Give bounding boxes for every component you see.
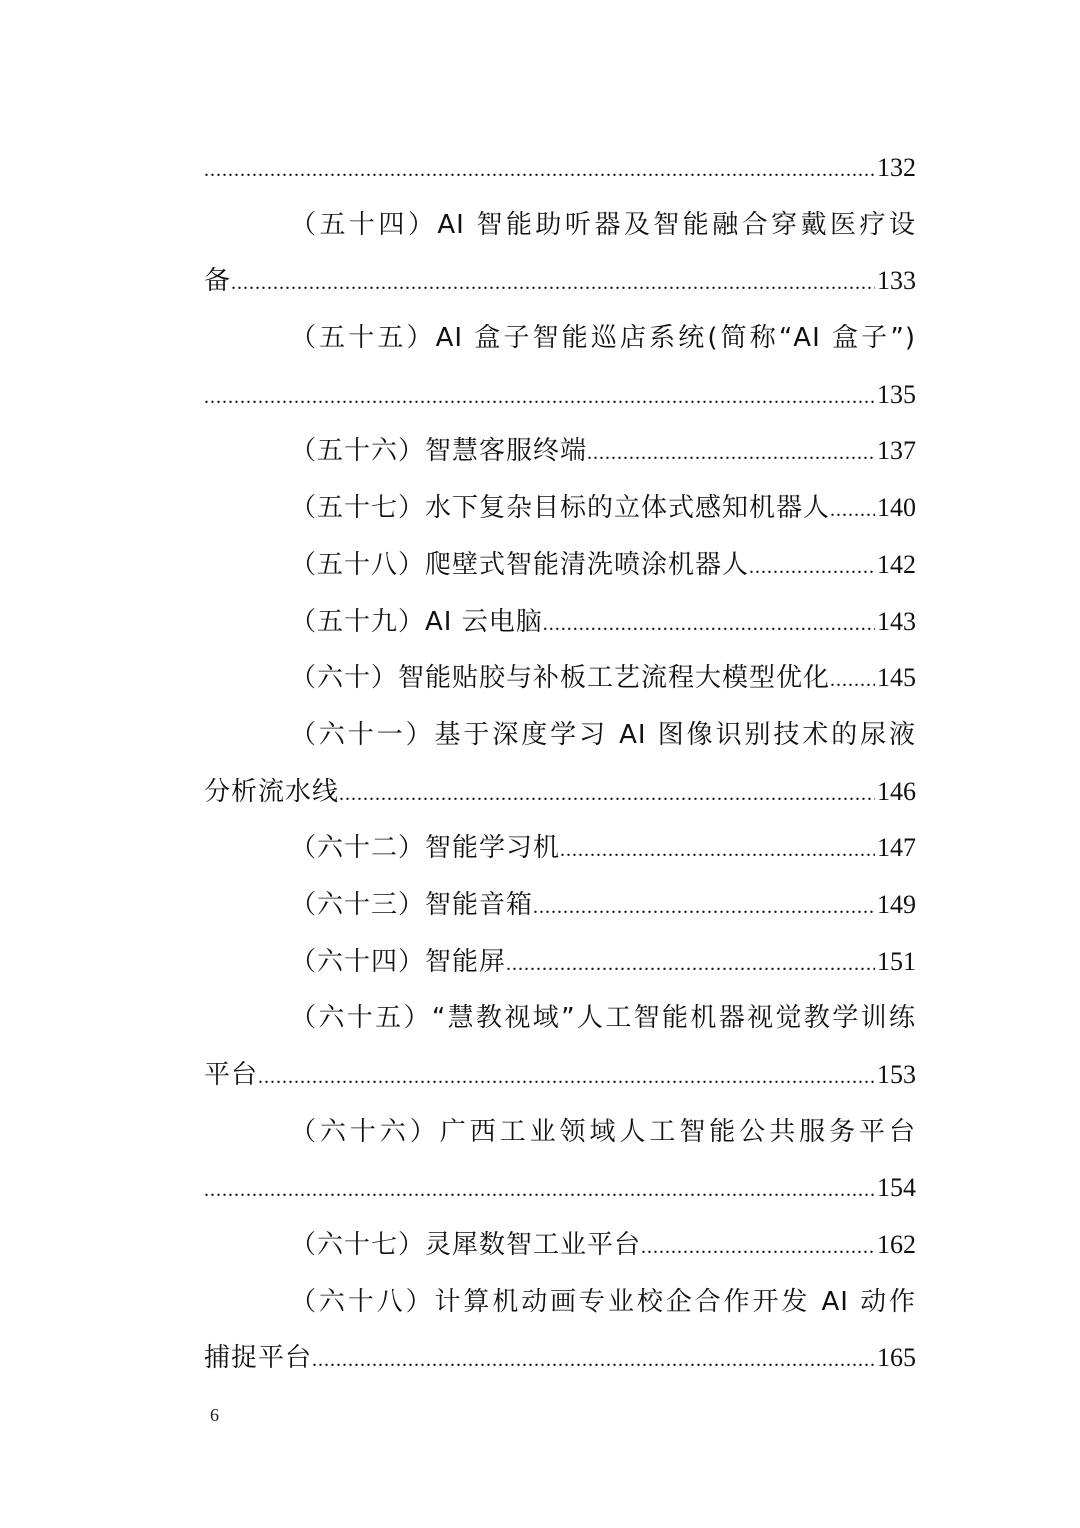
toc-entry-title: （六十八）计算机动画专业校企合作开发 AI 动作 <box>290 1286 916 1317</box>
dot-leader <box>312 1332 875 1389</box>
toc-entry-title: （六十六）广西工业领域人工智能公共服务平台 <box>290 1116 916 1147</box>
toc-line[interactable] <box>204 1274 916 1331</box>
dot-leader <box>339 766 875 823</box>
toc-page-number: 146 <box>877 776 916 806</box>
toc-page-number: 154 <box>877 1173 916 1203</box>
toc-line[interactable] <box>204 1330 916 1387</box>
dot-leader <box>830 482 875 539</box>
toc-page-number: 151 <box>877 946 916 976</box>
toc-entry-title: （六十二）智能学习机 <box>290 833 561 864</box>
toc-line[interactable] <box>204 253 916 310</box>
toc-entry-title: （五十八）爬壁式智能清洗喷涂机器人 <box>290 549 750 580</box>
dot-leader <box>641 1219 875 1276</box>
toc-line[interactable] <box>204 367 916 424</box>
toc-line[interactable] <box>204 1047 916 1104</box>
dot-leader <box>533 879 875 936</box>
toc-page-number: 140 <box>877 493 916 523</box>
page-number: 6 <box>210 1405 219 1425</box>
dot-leader <box>830 652 875 709</box>
toc-line[interactable] <box>204 310 916 367</box>
toc-line[interactable] <box>204 140 916 197</box>
toc-entry-title: （六十七）灵犀数智工业平台 <box>290 1230 642 1261</box>
toc-line[interactable] <box>204 1104 916 1161</box>
toc-page-number: 147 <box>877 833 916 863</box>
toc-entry-title: （五十六）智慧客服终端 <box>290 436 588 467</box>
toc-page-number: 133 <box>877 266 916 296</box>
dot-leader <box>560 822 875 879</box>
dot-leader <box>258 1049 875 1106</box>
dot-leader <box>204 142 875 199</box>
toc-page-number: 145 <box>877 663 916 693</box>
toc-line[interactable] <box>204 707 916 764</box>
toc-line[interactable] <box>204 423 916 480</box>
table-of-contents <box>204 140 916 1387</box>
toc-page-number: 165 <box>877 1343 916 1373</box>
toc-page-number: 142 <box>877 549 916 579</box>
toc-page-number: 135 <box>877 379 916 409</box>
dot-leader <box>543 596 875 653</box>
toc-page-number: 137 <box>877 436 916 466</box>
toc-line[interactable] <box>204 764 916 821</box>
toc-line[interactable] <box>204 1217 916 1274</box>
toc-page-number: 149 <box>877 889 916 919</box>
toc-entry-title: （五十九）AI 云电脑 <box>290 606 543 637</box>
toc-line[interactable] <box>204 480 916 537</box>
dot-leader <box>506 936 875 993</box>
toc-entry-title: （六十）智能贴胶与补板工艺流程大模型优化 <box>290 663 831 694</box>
dot-leader <box>204 1162 875 1219</box>
dot-leader <box>587 425 875 482</box>
toc-entry-title: 捕捉平台 <box>204 1343 313 1374</box>
toc-entry-title: 分析流水线 <box>204 776 340 807</box>
toc-entry-title: 备 <box>204 266 232 297</box>
toc-entry-title: （五十五）AI 盒子智能巡店系统(简称“AI 盒子”) <box>290 323 916 354</box>
toc-line[interactable] <box>204 650 916 707</box>
dot-leader <box>204 369 875 426</box>
toc-line[interactable] <box>204 934 916 991</box>
toc-line[interactable] <box>204 594 916 651</box>
toc-entry-title: 平台 <box>204 1060 259 1090</box>
toc-line[interactable] <box>204 1160 916 1217</box>
toc-line[interactable] <box>204 820 916 877</box>
toc-page-number: 143 <box>877 606 916 636</box>
toc-entry-title: （六十一）基于深度学习 AI 图像识别技术的尿液 <box>290 719 916 750</box>
toc-page-number: 153 <box>877 1060 916 1089</box>
toc-entry-title: （六十四）智能屏 <box>290 946 507 977</box>
toc-page-number: 132 <box>877 153 916 182</box>
toc-page-number: 162 <box>877 1230 916 1260</box>
toc-line[interactable] <box>204 990 916 1047</box>
toc-entry-title: （五十四）AI 智能助听器及智能融合穿戴医疗设 <box>290 209 916 240</box>
toc-entry-title: （六十三）智能音箱 <box>290 889 534 920</box>
toc-line[interactable] <box>204 197 916 254</box>
toc-entry-title: （六十五）“慧教视域”人工智能机器视觉教学训练 <box>290 1003 916 1034</box>
toc-entry-title: （五十七）水下复杂目标的立体式感知机器人 <box>290 493 831 524</box>
dot-leader <box>749 539 875 596</box>
dot-leader <box>231 255 875 312</box>
toc-line[interactable] <box>204 877 916 934</box>
toc-line[interactable] <box>204 537 916 594</box>
